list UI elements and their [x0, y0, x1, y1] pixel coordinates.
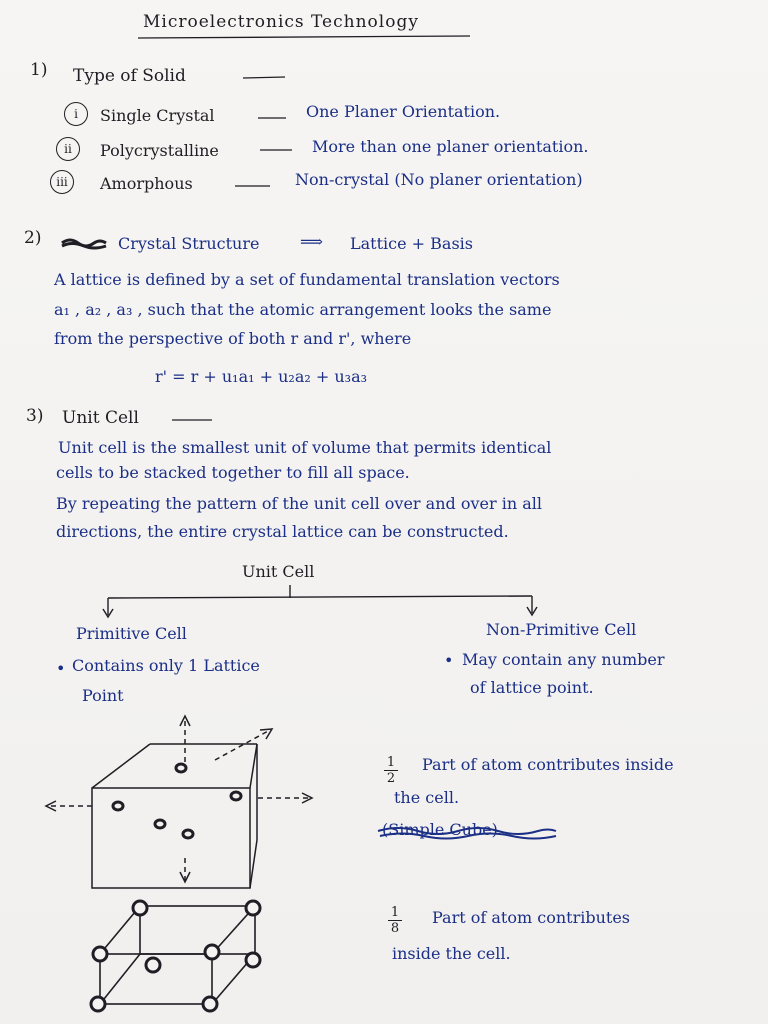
note-text-cont: inside the cell.: [392, 944, 511, 963]
text-line: Unit cell is the smallest unit of volume that permits identical: [58, 438, 552, 457]
text-line: A lattice is defined by a set of fundamental translation vectors: [54, 270, 560, 289]
primitive-cell-desc: Contains only 1 Lattice: [72, 656, 260, 675]
text-line: a₁ , a₂ , a₃ , such that the atomic arrangement looks the same: [54, 300, 552, 319]
note-text: Part of atom contributes: [432, 908, 630, 927]
text-line: By repeating the pattern of the unit cell over and over in all: [56, 494, 542, 513]
fraction-denominator: 8: [390, 921, 400, 936]
section1-marker: 1): [30, 60, 48, 80]
non-primitive-cell-desc-cont: of lattice point.: [470, 678, 594, 697]
bullet-dot: •: [444, 651, 454, 670]
section2-heading: Crystal Structure: [118, 234, 260, 253]
note-text-cont: the cell.: [394, 788, 460, 807]
fraction-numerator: 1: [384, 756, 398, 771]
fraction-numerator: 1: [388, 906, 402, 921]
solid-type-desc: More than one planer orientation.: [312, 137, 589, 156]
solid-type-name: Single Crystal: [100, 106, 215, 125]
note-text: Part of atom contributes inside: [422, 755, 674, 774]
solid-type-desc: One Planer Orientation.: [306, 102, 501, 121]
fraction-eighth: [388, 906, 402, 935]
section3-heading: Unit Cell: [62, 408, 139, 428]
text-line: from the perspective of both r and r', where: [54, 329, 412, 348]
text-line: cells to be stacked together to fill all space.: [56, 463, 410, 482]
item-number-2: ii: [56, 137, 80, 161]
solid-type-desc: Non-crystal (No planer orientation): [295, 170, 583, 189]
non-primitive-cell-desc: May contain any number: [462, 650, 665, 669]
section1-heading: Type of Solid: [73, 66, 186, 86]
section3-marker: 3): [26, 406, 44, 426]
section2-marker: 2): [24, 228, 42, 248]
item-number-3: iii: [50, 170, 74, 194]
lattice-equation: r' = r + u₁a₁ + u₂a₂ + u₃a₃: [155, 367, 368, 386]
primitive-cell-desc-cont: Point: [82, 686, 124, 705]
non-primitive-cell-title: Non-Primitive Cell: [486, 620, 637, 639]
fraction-denominator: 2: [386, 771, 396, 786]
item-number-1: i: [64, 102, 88, 126]
struck-out-text: (Simple Cube): [382, 820, 498, 839]
primitive-cell-title: Primitive Cell: [76, 624, 187, 643]
solid-type-name: Amorphous: [100, 174, 193, 193]
page-title: Microelectronics Technology: [143, 12, 419, 32]
implies-arrow: ⟹: [300, 232, 323, 251]
section2-result: Lattice + Basis: [350, 234, 473, 253]
solid-type-name: Polycrystalline: [100, 141, 219, 160]
tree-root-label: Unit Cell: [242, 562, 315, 581]
text-line: directions, the entire crystal lattice can be constructed.: [56, 522, 509, 541]
bullet-dot: •: [56, 659, 66, 678]
